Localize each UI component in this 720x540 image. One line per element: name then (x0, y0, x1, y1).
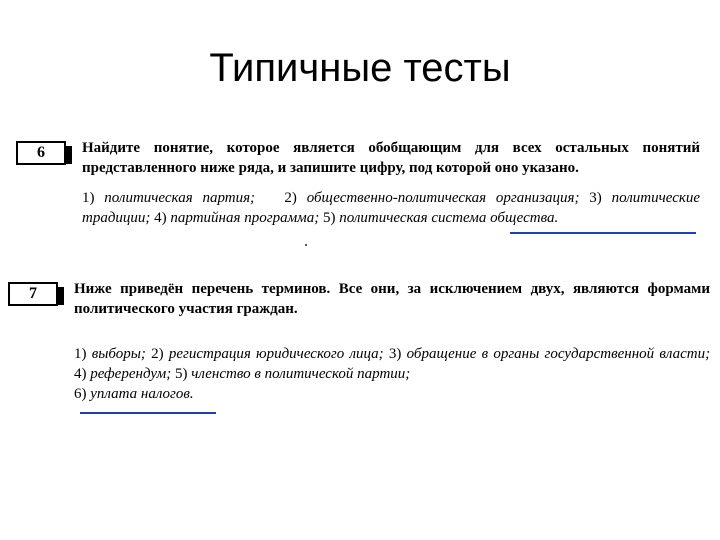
option-text: обращение в органы государственной власти; (406, 346, 711, 362)
option-number: 2) (284, 190, 297, 206)
task-number-box: 6 (16, 141, 66, 165)
option-number: 3) (388, 346, 402, 362)
task-options (74, 344, 710, 404)
answer-underline (510, 232, 696, 234)
option-number: 3) (589, 190, 602, 206)
task-number-box: 7 (8, 282, 58, 306)
option-text: общественно-политическая организация; (306, 190, 580, 206)
option-number: 4) (154, 210, 167, 226)
option-text: членство в политической партии; (191, 366, 411, 382)
option-text: референдум; (90, 366, 172, 382)
option-text: уплата налогов. (90, 386, 194, 402)
task-question: Ниже приведён перечень терминов. Все они, за исключением двух, являются формами политического участия граждан. (74, 281, 710, 317)
option-number: 5) (322, 210, 336, 226)
option-number: 1) (82, 190, 95, 206)
slide-title: Типичные тесты (209, 46, 511, 90)
option-number: 6) (74, 386, 87, 402)
task-options (82, 188, 700, 228)
option-text: регистрация юридического лица; (168, 346, 384, 362)
option-number: 2) (151, 346, 164, 362)
option-text: политические традиции; (82, 190, 701, 226)
option-text: выборы; (91, 346, 146, 362)
option-text: политическая система общества. (339, 210, 559, 226)
task-question: Найдите понятие, которое является обобщающим для всех остальных понятий представленного ниже ряда, и запишите цифру, под которой оно указано. (82, 140, 700, 176)
option-number: 5) (174, 366, 188, 382)
answer-underline (80, 412, 216, 414)
option-number: 4) (74, 366, 87, 382)
option-number: 1) (74, 346, 87, 362)
option-text: партийная программа; (170, 210, 320, 226)
scan-dot (305, 244, 307, 246)
option-text: политическая партия; (104, 190, 256, 206)
